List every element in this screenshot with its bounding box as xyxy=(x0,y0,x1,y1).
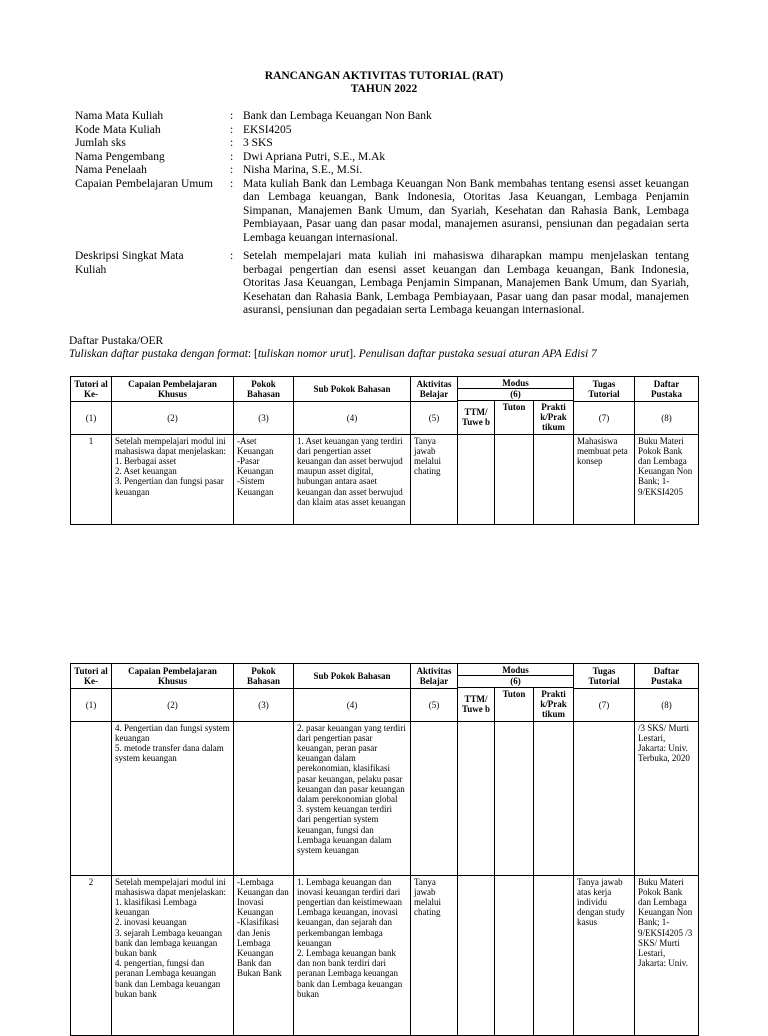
header-praktik: Prakti k/Prak tikum xyxy=(534,401,574,435)
header-modus xyxy=(458,377,574,401)
header-aktivitas: Aktivitas Belajar xyxy=(411,377,458,402)
header-praktik: Prakti k/Prak tikum xyxy=(534,688,574,722)
cell-tuton xyxy=(495,721,534,875)
info-value: Mata kuliah Bank dan Lembaga Keuangan Non Bank membahas tentang esensi asset keuangan dan Lembaga keuangan, Bank Indonesia, Otoritas Jasa Keuangan, Lembaga Penjamin Simpanan, Manajemen Bank Umum, dan Syariah, Kesehatan dan Rahasia Bank, Lembaga Pembiayaan, Pasar uang dan pasar modal, manajemen asuransi, pensiunan dan pegadaian serta Lembaga keuangan internasional. xyxy=(243,177,689,244)
col-num-7: (7) xyxy=(574,689,635,722)
note-text: tuliskan nomor urut xyxy=(257,348,350,360)
cell-pokok: -Aset Keuangan -Pasar Keuangan -Sistem Keuangan xyxy=(234,434,294,524)
header-aktivitas: Aktivitas Belajar xyxy=(411,664,458,689)
header-tugas: Tugas Tutorial xyxy=(574,664,635,689)
info-label: Jumlah sks xyxy=(75,137,126,149)
modus-number: (6) xyxy=(458,675,573,686)
header-daftar: Daftar Pustaka xyxy=(635,664,699,689)
info-colon: : xyxy=(230,110,234,122)
col-num-5: (5) xyxy=(411,689,458,722)
info-value: 3 SKS xyxy=(243,137,273,149)
col-num-5: (5) xyxy=(411,402,458,435)
info-label: Kode Mata Kuliah xyxy=(75,123,161,136)
info-value: Nisha Marina, S.E., M.Si. xyxy=(243,164,363,176)
cell-sub-pokok: 1. Lembaga keuangan dan inovasi keuangan terdiri dari pengertian dan keistimewaan Lembaga keuangan, inovasi keuangan, dan sejarah dan perkembangan lembaga keuangan 2. Lembaga keuangan bank dan non bank terdiri dari peranan Lembaga keuangan bank dan Lembaga keuangan bukan xyxy=(294,875,411,1035)
col-num-3: (3) xyxy=(234,689,294,722)
cell-pokok: -Lembaga Keuangan dan Inovasi Keuangan -Klasifikasi dan Jenis Lembaga Keuangan Bank dan Bukan Bank xyxy=(234,875,294,1035)
cell-sub-pokok: 2. pasar keuangan yang terdiri dari pengertian pasar keuangan, peran pasar keuangan dalam perekonomian, klasifikasi pasar keuangan, pelaku pasar keuangan dan pasar keuangan dalam perekonomian global 3. system keuangan terdiri dari pengertian system keuangan, fungsi dan Lembaga keuangan dalam system keuangan xyxy=(294,721,411,875)
cell-capaian: 4. Pengertian dan fungsi system keuangan 5. metode transfer dana dalam system keuangan xyxy=(112,721,234,875)
cell-tugas: Mahasiswa membuat peta konsep xyxy=(574,434,635,524)
cell-aktivitas xyxy=(411,721,458,875)
header-ttm: TTM/ Tuwe b xyxy=(458,401,495,435)
cell-tuton xyxy=(495,434,534,524)
info-value: Bank dan Lembaga Keuangan Non Bank xyxy=(243,110,432,122)
header-tuton: Tuton xyxy=(495,688,534,722)
daftar-pustaka-heading: Daftar Pustaka/OER xyxy=(69,335,164,347)
col-num-8: (8) xyxy=(635,689,699,722)
col-num-3: (3) xyxy=(234,402,294,435)
modus-label: Modus xyxy=(502,377,529,388)
rat-table-2 xyxy=(70,663,699,1036)
cell-daftar: /3 SKS/ Murti Lestari, Jakarta: Univ. Terbuka, 2020 xyxy=(635,721,699,875)
header-ttm: TTM/ Tuwe b xyxy=(458,688,495,722)
rat-table-1 xyxy=(70,376,699,525)
cell-tugas xyxy=(574,721,635,875)
cell-aktivitas: Tanya jawab melalui chating xyxy=(411,434,458,524)
header-pokok: Pokok Bahasan xyxy=(234,664,294,689)
info-label: Nama Pengembang xyxy=(75,150,165,163)
cell-daftar: Buku Materi Pokok Bank dan Lembaga Keuangan Non Bank; 1-9/EKSI4205 xyxy=(635,434,699,524)
header-tutorial: Tutori al Ke- xyxy=(71,377,112,402)
header-pokok: Pokok Bahasan xyxy=(234,377,294,402)
cell-tuton xyxy=(495,875,534,1035)
col-num-8: (8) xyxy=(635,402,699,435)
col-num-2: (2) xyxy=(112,402,234,435)
info-value: Setelah mempelajari mata kuliah ini mahasiswa diharapkan mampu menjelaskan tentang berbagai pengertian dan esensi asset keuangan dan Lembaga keuangan, Bank Indonesia, Otoritas Jasa Keuangan, Lembaga Penjamin Simpanan, Manajemen Bank Umum, dan Syariah, Kesehatan dan Rahasia Bank, Lembaga Pembiayaan, Pasar uang dan pasar modal, manajemen asuransi, pensiunan dan pegadaian serta Lembaga keuangan internasional. xyxy=(243,250,689,316)
cell-daftar: Buku Materi Pokok Bank dan Lembaga Keuangan Non Bank; 1-9/EKSI4205 /3 SKS/ Murti Lestari, Jakarta: Univ. xyxy=(635,875,699,1035)
cell-tutorial xyxy=(71,721,112,875)
col-num-7: (7) xyxy=(574,402,635,435)
daftar-pustaka-note xyxy=(69,348,597,360)
info-colon: : xyxy=(230,164,234,176)
cell-ttm xyxy=(458,721,495,875)
info-colon: : xyxy=(230,250,234,262)
cell-praktik xyxy=(534,875,574,1035)
cell-pokok xyxy=(234,721,294,875)
info-label: Deskripsi Singkat Mata Kuliah xyxy=(75,250,184,276)
col-num-2: (2) xyxy=(112,689,234,722)
header-modus xyxy=(458,664,574,688)
cell-sub-pokok: 1. Aset keuangan yang terdiri dari pengertian asset keuangan dan asset berwujud maupun asset digital, hubungan antara asaet keuangan dan asset berwujud dan klaim atas asset keuangan xyxy=(294,434,411,524)
cell-capaian: Setelah mempelajari modul ini mahasiswa dapat menjelaskan: 1. klasifikasi Lembaga keuangan 2. inovasi keuangan 3. sejarah Lembaga keuangan bank dan lembaga keuangan bukan bank 4. pengertian, fungsi dan peranan Lembaga keuangan bank dan Lembaga keuangan bukan bank xyxy=(112,875,234,1035)
cell-tutorial: 1 xyxy=(71,434,112,524)
info-value: EKSI4205 xyxy=(243,123,292,136)
col-num-4: (4) xyxy=(294,689,411,722)
note-text: Tuliskan daftar pustaka dengan format xyxy=(69,348,248,360)
cell-ttm xyxy=(458,875,495,1035)
table-row xyxy=(71,875,699,1035)
header-tugas: Tugas Tutorial xyxy=(574,377,635,402)
table-row xyxy=(71,434,699,524)
note-text: Penulisan daftar pustaka sesuai aturan APA Edisi 7 xyxy=(358,348,597,360)
info-colon: : xyxy=(230,123,234,136)
info-colon: : xyxy=(230,177,234,190)
info-value: Dwi Apriana Putri, S.E., M.Ak xyxy=(243,150,386,163)
note-text: : [ xyxy=(247,348,258,360)
cell-tutorial: 2 xyxy=(71,875,112,1035)
header-capaian: Capaian Pembelajaran Khusus xyxy=(112,664,234,689)
header-capaian: Capaian Pembelajaran Khusus xyxy=(112,377,234,402)
cell-ttm xyxy=(458,434,495,524)
header-sub-pokok: Sub Pokok Bahasan xyxy=(294,377,411,402)
info-label: Nama Mata Kuliah xyxy=(75,110,164,122)
cell-praktik xyxy=(534,434,574,524)
info-label: Capaian Pembelajaran Umum xyxy=(75,177,213,190)
col-num-1: (1) xyxy=(71,689,112,722)
cell-aktivitas: Tanya jawab melalui chating xyxy=(411,875,458,1035)
header-tuton: Tuton xyxy=(495,401,534,435)
info-label: Nama Penelaah xyxy=(75,164,147,176)
col-num-4: (4) xyxy=(294,402,411,435)
document-year: TAHUN 2022 xyxy=(350,83,418,95)
header-daftar: Daftar Pustaka xyxy=(635,377,699,402)
modus-label: Modus xyxy=(502,664,529,675)
table-row xyxy=(71,721,699,875)
document-title: RANCANGAN AKTIVITAS TUTORIAL (RAT) xyxy=(264,70,504,82)
info-colon: : xyxy=(230,137,234,149)
cell-tugas: Tanya jawab atas kerja individu dengan study kasus xyxy=(574,875,635,1035)
cell-praktik xyxy=(534,721,574,875)
modus-number: (6) xyxy=(458,388,573,399)
header-sub-pokok: Sub Pokok Bahasan xyxy=(294,664,411,689)
note-text: ]. xyxy=(349,348,359,360)
cell-capaian: Setelah mempelajari modul ini mahasiswa dapat menjelaskan: 1. Berbagai asset 2. Aset keuangan 3. Pengertian dan fungsi pasar keuangan xyxy=(112,434,234,524)
col-num-1: (1) xyxy=(71,402,112,435)
info-colon: : xyxy=(230,150,234,163)
header-tutorial: Tutori al Ke- xyxy=(71,664,112,689)
